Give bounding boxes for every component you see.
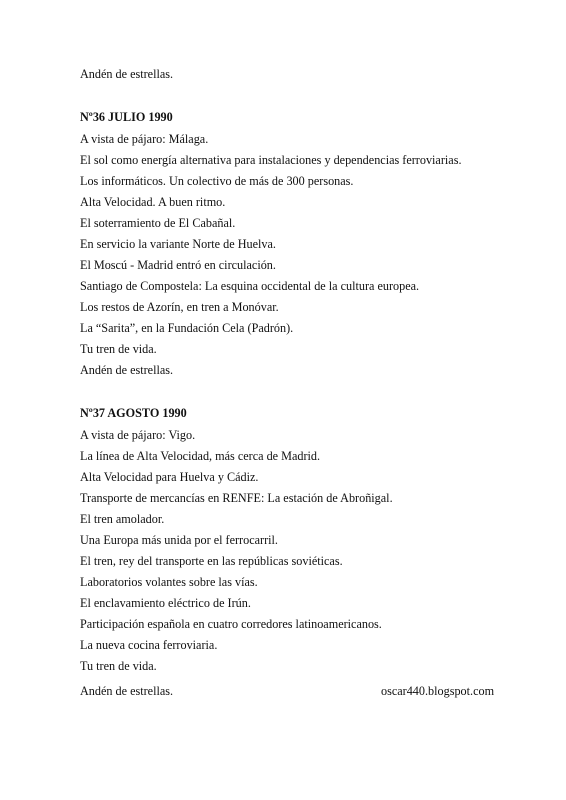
list-item: Tu tren de vida.	[80, 659, 157, 673]
list-item: En servicio la variante Norte de Huelva.	[80, 237, 276, 251]
list-item: El enclavamiento eléctrico de Irún.	[80, 596, 251, 610]
list-item: Alta Velocidad para Huelva y Cádiz.	[80, 470, 259, 484]
list-item: Santiago de Compostela: La esquina occidental de la cultura europea.	[80, 279, 420, 293]
list-item: El tren amolador.	[80, 512, 165, 526]
list-item: Alta Velocidad. A buen ritmo.	[80, 195, 226, 209]
list-item: La línea de Alta Velocidad, más cerca de Madrid.	[80, 449, 321, 463]
list-item: Los informáticos. Un colectivo de más de 300 personas.	[80, 174, 354, 188]
list-item: Andén de estrellas.	[80, 363, 174, 377]
list-item: A vista de pájaro: Málaga.	[80, 132, 209, 146]
section-heading-julio-1990: Nº36 JULIO 1990	[80, 110, 173, 124]
list-item: La “Sarita”, en la Fundación Cela (Padrón).	[80, 321, 294, 335]
blog-url: oscar440.blogspot.com	[381, 684, 495, 698]
list-item: Participación española en cuatro corredores latinoamericanos.	[80, 617, 382, 631]
list-item: Laboratorios volantes sobre las vías.	[80, 575, 258, 589]
list-item: La nueva cocina ferroviaria.	[80, 638, 218, 652]
list-item: Transporte de mercancías en RENFE: La estación de Abroñigal.	[80, 491, 393, 505]
list-item: Una Europa más unida por el ferrocarril.	[80, 533, 278, 547]
list-item: El tren, rey del transporte en las repúblicas soviéticas.	[80, 554, 343, 568]
list-item: Los restos de Azorín, en tren a Monóvar.	[80, 300, 279, 314]
list-item: A vista de pájaro: Vigo.	[80, 428, 196, 442]
section-heading-agosto-1990: Nº37 AGOSTO 1990	[80, 406, 187, 420]
list-item: El soterramiento de El Cabañal.	[80, 216, 236, 230]
list-item: El Moscú - Madrid entró en circulación.	[80, 258, 276, 272]
list-item: Tu tren de vida.	[80, 342, 157, 356]
list-item: Andén de estrellas.	[80, 684, 174, 698]
intro-line: Andén de estrellas.	[80, 67, 174, 81]
list-item: El sol como energía alternativa para instalaciones y dependencias ferroviarias.	[80, 153, 462, 167]
